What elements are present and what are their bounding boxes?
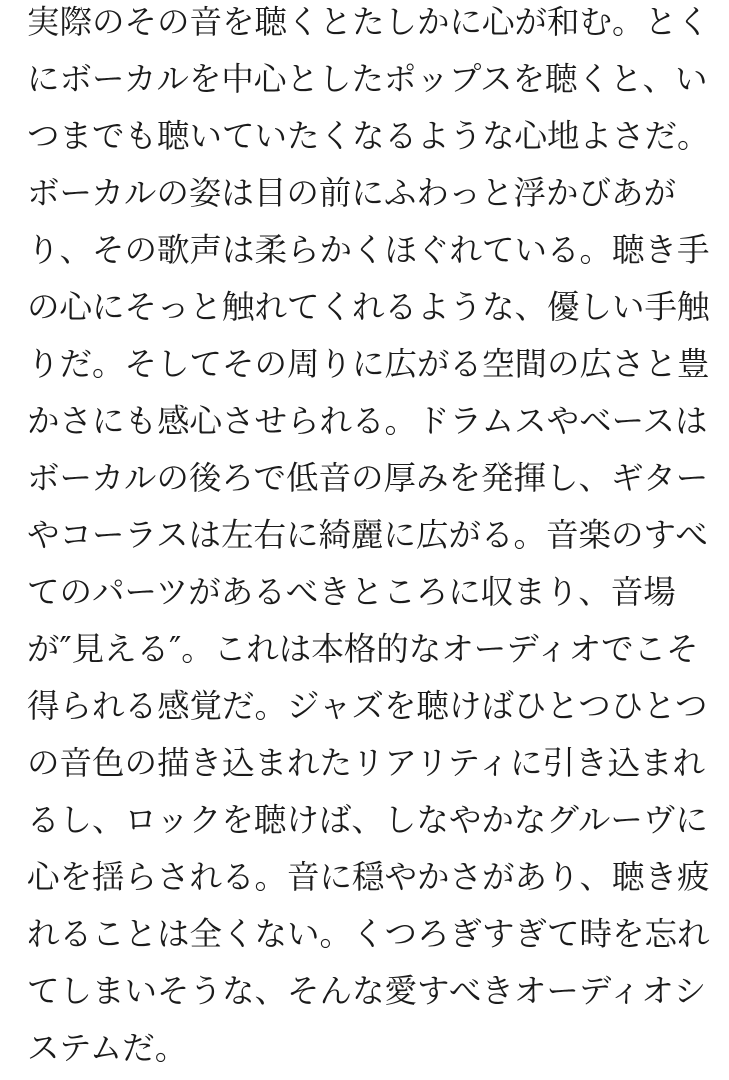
text-line: の音色の描き込まれたリアリティに引き込まれ bbox=[27, 744, 705, 782]
text-line: ボーカルの姿は目の前にふわっと浮かびあが bbox=[27, 174, 677, 212]
text-line: てのパーツがあるべきところに収まり、音場 bbox=[27, 573, 676, 611]
text-line: ボーカルの後ろで低音の厚みを発揮し、ギター bbox=[27, 459, 709, 497]
text-line: やコーラスは左右に綺麗に広がる。音楽のすべ bbox=[27, 516, 708, 554]
text-line: り、その歌声は柔らかくほぐれている。聴き手 bbox=[27, 231, 710, 269]
text-line: るし、ロックを聴けば、しなやかなグルーヴに bbox=[27, 801, 708, 839]
text-line: かさにも感心させられる。ドラムスやベースは bbox=[27, 402, 708, 440]
text-line: が″見える″。これは本格的なオーディオでこそ bbox=[27, 630, 699, 668]
text-line: 得られる感覚だ。ジャズを聴けばひとつひとつ bbox=[27, 687, 708, 725]
text-line: ステムだ。 bbox=[27, 1029, 188, 1067]
text-line: の心にそっと触れてくれるような、優しい手触 bbox=[27, 288, 710, 326]
text-line: つまでも聴いていたくなるような心地よさだ。 bbox=[27, 117, 710, 155]
text-line: 実際のその音を聴くとたしかに心が和む。とく bbox=[27, 3, 710, 41]
text-line: にボーカルを中心としたポップスを聴くと、い bbox=[27, 60, 708, 98]
text-line: れることは全くない。くつろぎすぎて時を忘れ bbox=[27, 915, 710, 953]
text-line: 心を揺らされる。音に穏やかさがあり、聴き疲 bbox=[27, 858, 710, 896]
text-line: りだ。そしてその周りに広がる空間の広さと豊 bbox=[27, 345, 710, 383]
text-line: てしまいそうな、そんな愛すべきオーディオシ bbox=[27, 972, 707, 1010]
